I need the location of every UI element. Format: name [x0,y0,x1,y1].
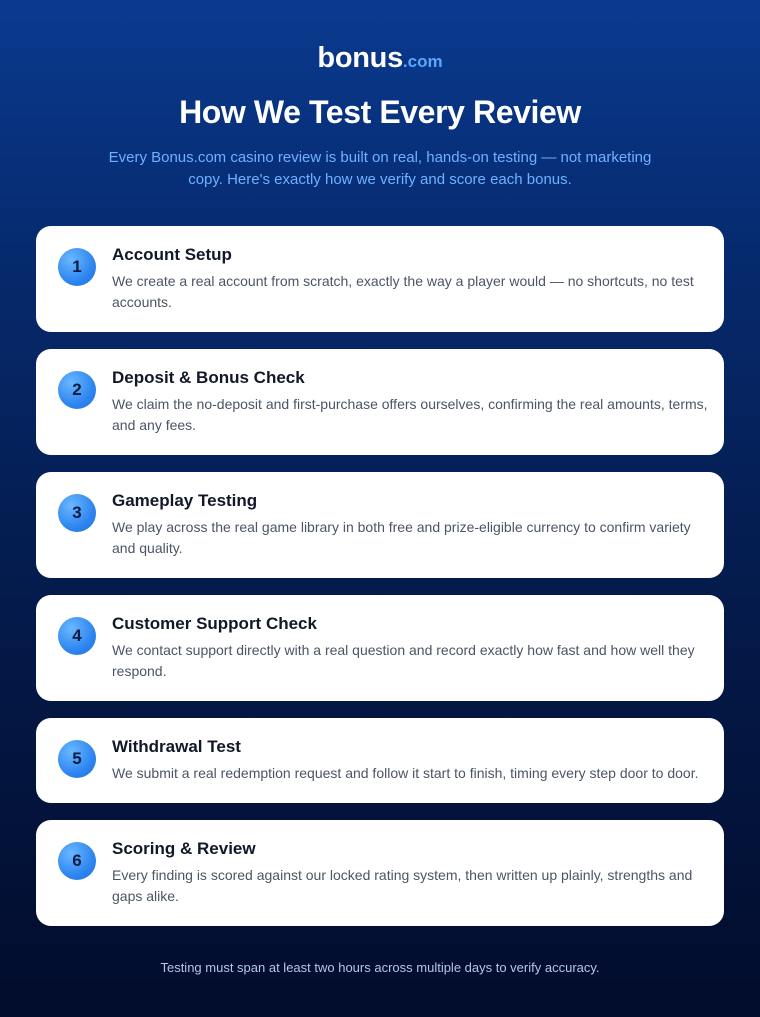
step-number-badge: 4 [58,617,96,655]
step-description: Every finding is scored against our locked rating system, then written up plainly, strengths and gaps alike. [112,867,693,904]
step-card-3 [36,472,724,578]
logo-tld: .com [402,52,443,71]
step-card-2 [36,349,724,455]
step-title: Deposit & Bonus Check [112,368,305,387]
step-card-1 [36,226,724,332]
step-card-4 [36,595,724,701]
logo [0,42,760,75]
footer-note: Testing must span at least two hours across multiple days to verify accuracy. [160,960,600,975]
step-number-badge: 1 [58,248,96,286]
logo-main: bonus [317,42,403,74]
step-title: Customer Support Check [112,614,317,633]
page-title: How We Test Every Review [179,94,581,130]
page-subtitle: Every Bonus.com casino review is built on real, hands-on testing — not marketing copy. Here's exactly how we verify and score each bonus. [108,149,652,188]
step-card-5 [36,718,724,803]
step-description: We submit a real redemption request and follow it start to finish, timing every step door to door. [112,765,699,781]
step-title: Scoring & Review [112,839,256,858]
step-number-badge: 6 [58,842,96,880]
step-number-badge: 5 [58,740,96,778]
step-number-badge: 2 [58,371,96,409]
step-description: We create a real account from scratch, exactly the way a player would — no shortcuts, no test accounts. [112,273,694,310]
step-description: We contact support directly with a real question and record exactly how fast and how well they respond. [112,642,695,679]
step-card-6 [36,820,724,926]
step-number-badge: 3 [58,494,96,532]
step-title: Gameplay Testing [112,491,258,510]
step-title: Account Setup [112,245,232,264]
step-description: We claim the no-deposit and first-purchase offers ourselves, confirming the real amounts, terms, and any fees. [112,396,708,433]
step-description: We play across the real game library in both free and prize-eligible currency to confirm variety and quality. [112,519,691,556]
step-title: Withdrawal Test [112,737,241,756]
